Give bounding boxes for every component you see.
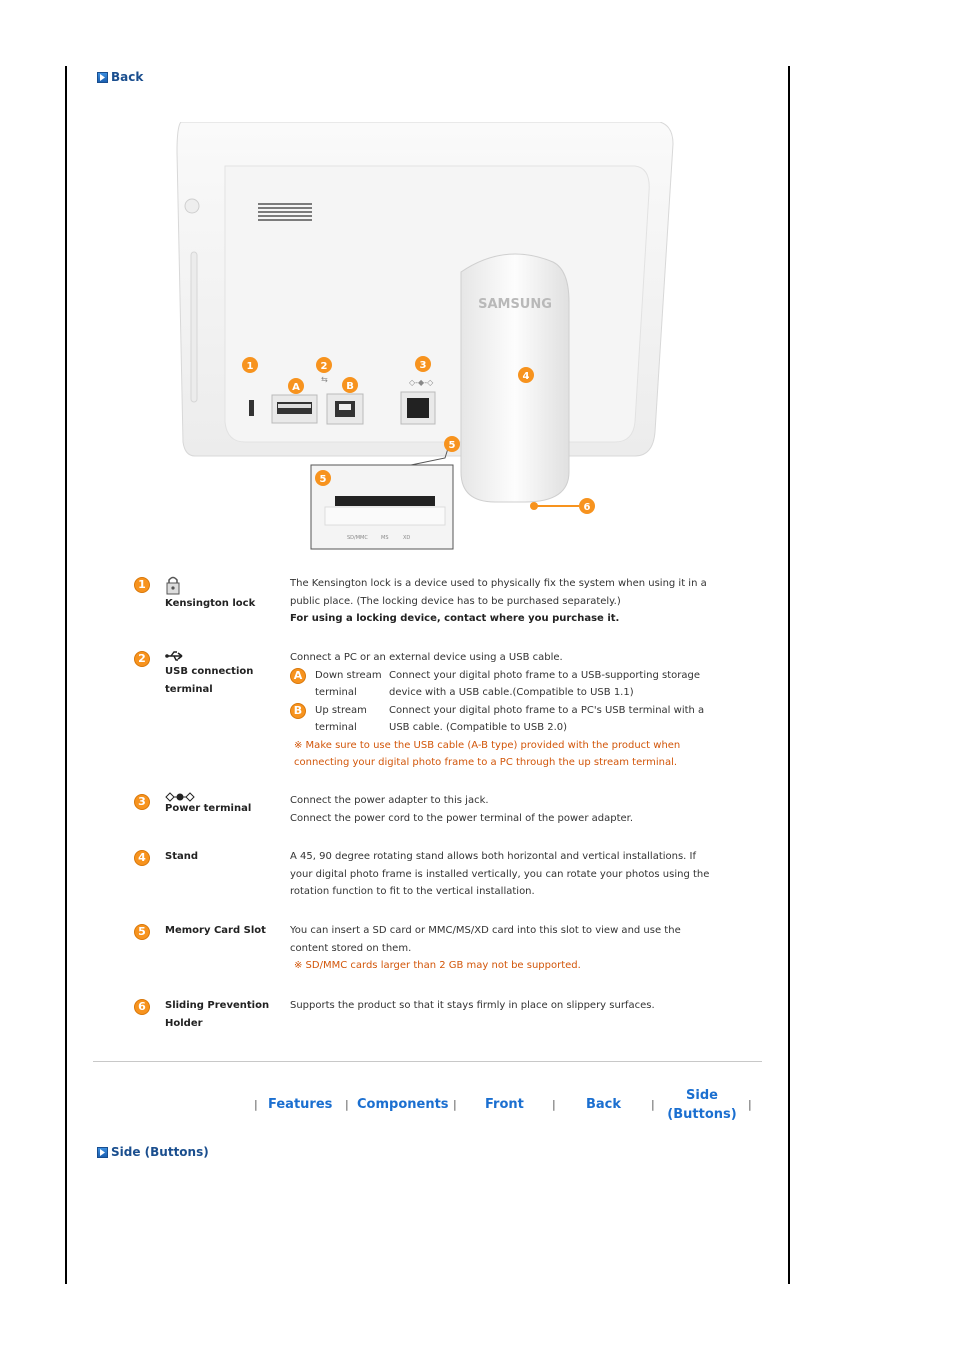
divider: [93, 1061, 762, 1062]
left-border: [65, 66, 67, 1284]
nav-back[interactable]: Back: [586, 1097, 622, 1112]
back-link[interactable]: [97, 70, 143, 84]
sub-badge: A: [290, 668, 306, 684]
item-number-badge: 4: [134, 850, 150, 866]
svg-text:B: B: [346, 381, 354, 392]
svg-text:XD: XD: [403, 535, 411, 541]
nav-front[interactable]: Front: [485, 1097, 524, 1112]
svg-text:1: 1: [246, 361, 254, 372]
right-border: [788, 66, 790, 1284]
svg-text:5: 5: [319, 474, 327, 485]
section-nav: | Features | Components | Front | Back | Side (Buttons) |: [254, 1088, 752, 1122]
nav-components[interactable]: Components: [357, 1097, 449, 1112]
item-power: [134, 792, 754, 832]
brand-logo: SAMSUNG: [478, 297, 552, 312]
svg-text:⇆: ⇆: [321, 375, 328, 384]
svg-text:6: 6: [583, 502, 591, 513]
item-description: Connect the power adapter to this jack. Connect the power cord to the power terminal of the power adapter.: [290, 795, 634, 824]
svg-text:2: 2: [320, 361, 328, 372]
item-number-badge: 6: [134, 999, 150, 1015]
item-kensington: [134, 575, 754, 635]
item-number-badge: 3: [134, 794, 150, 810]
svg-text:4: 4: [522, 371, 530, 382]
product-back-photo: [165, 122, 685, 552]
side-buttons-link-label: Side (Buttons): [111, 1145, 209, 1159]
svg-text:A: A: [292, 382, 300, 393]
svg-text:SD/MMC: SD/MMC: [347, 535, 368, 541]
item-description: You can insert a SD card or MMC/MS/XD card into this slot to view and use the content stored on them. ※ SD/MMC cards larger than 2 GB may not be supported.: [290, 922, 720, 975]
item-name: Kensington lock: [165, 575, 280, 613]
item-number-badge: 2: [134, 651, 150, 667]
memory-note: ※ SD/MMC cards larger than 2 GB may not be supported.: [294, 960, 581, 971]
svg-text:MS: MS: [381, 535, 389, 541]
svg-text:◇-◆-◇: ◇-◆-◇: [409, 378, 434, 387]
usb-icon: [165, 649, 185, 663]
back-link-label: Back: [111, 70, 144, 84]
item-name: Power terminal: [165, 792, 280, 816]
item-description: A 45, 90 degree rotating stand allows both horizontal and vertical installations. If your digital photo frame is installed vertically, you can rotate your photos using the rotation function to fit to the vertical installation.: [290, 851, 710, 897]
usb-note: ※ Make sure to use the USB cable (A-B type) provided with the product when connecting your digital photo frame to a PC through the up stream terminal.: [294, 739, 681, 768]
item-stand: [134, 848, 754, 903]
arrow-right-icon: [97, 72, 108, 83]
item-name: Sliding Prevention Holder: [165, 1000, 270, 1029]
svg-text:5: 5: [448, 440, 456, 451]
sub-item-upstream: B Up stream terminal Connect your digital photo frame to a PC's USB terminal with a USB cable. (Compatible to USB 2.0): [290, 702, 720, 737]
side-buttons-link[interactable]: [97, 1145, 209, 1159]
item-name: USB connection terminal: [165, 649, 280, 699]
item-description: Supports the product so that it stays firmly in place on slippery surfaces.: [290, 1000, 655, 1011]
item-name: Stand: [165, 851, 199, 862]
item-description: The Kensington lock is a device used to physically fix the system when using it in a public place. (The locking device has to be purchased separately.) For using a locking device, contact where you purchase it.: [290, 578, 707, 624]
lock-icon: [165, 575, 181, 595]
item-name: Memory Card Slot: [165, 925, 266, 936]
item-usb: [134, 649, 754, 774]
item-sliding-prevention: [134, 997, 754, 1037]
power-icon: [165, 792, 195, 802]
nav-features[interactable]: Features: [268, 1097, 333, 1112]
nav-side-buttons[interactable]: Side (Buttons): [667, 1088, 737, 1122]
arrow-right-icon: [97, 1147, 108, 1158]
sub-badge: B: [290, 703, 306, 719]
item-number-badge: 1: [134, 577, 150, 593]
sub-item-downstream: A Down stream terminal Connect your digital photo frame to a USB-supporting storage device with a USB cable.(Compatible to USB 1.1): [290, 667, 720, 702]
item-number-badge: 5: [134, 924, 150, 940]
item-memory-card-slot: [134, 922, 754, 977]
svg-text:3: 3: [419, 360, 427, 371]
item-description: Connect a PC or an external device using a USB cable. A Down stream terminal Connect your digital photo frame to a USB-supporting storage device with a USB cable.(Compatible to USB 1.1) B Up stream terminal Connect your digital photo frame to a PC's USB terminal with a USB cable. (Compatible to USB 2.0) ※ Make sure to use the USB cable (A-B type) provided with the product when connecting your digital photo frame to a PC through the up stream terminal.: [290, 649, 720, 772]
